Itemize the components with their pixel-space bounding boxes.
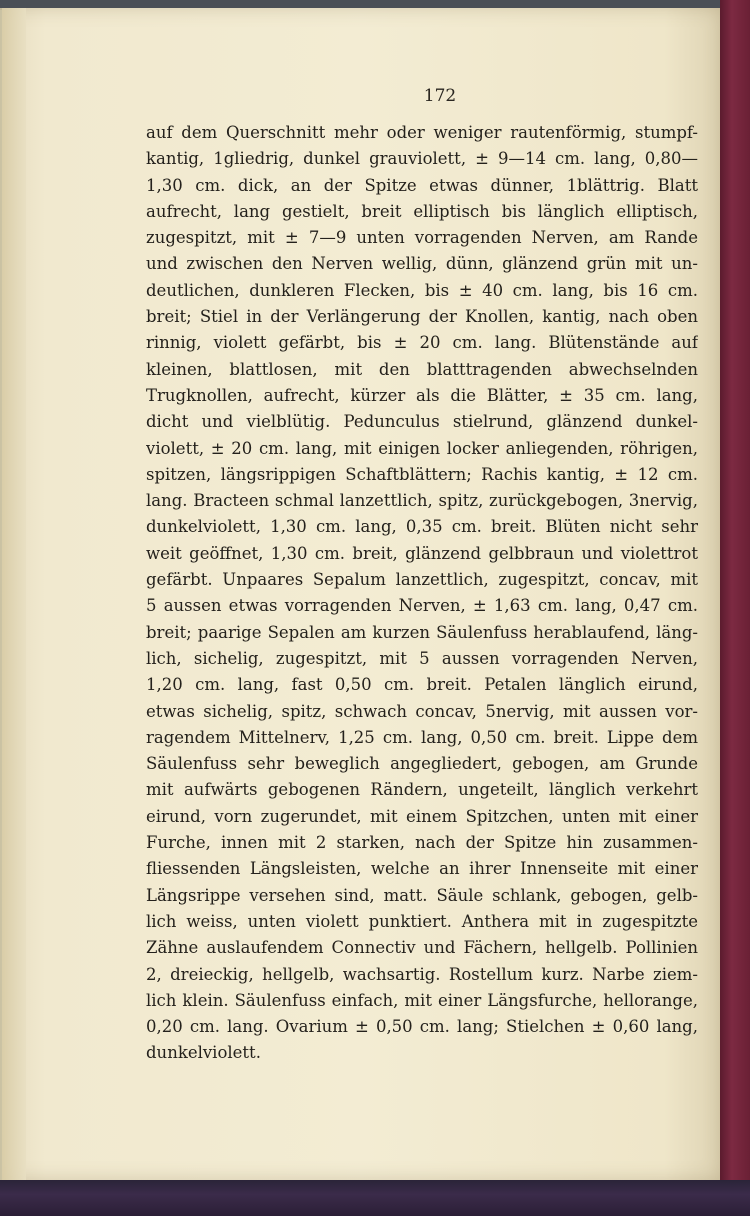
text-line: ragendem Mittelnerv, 1,25 cm. lang, 0,50 cm. breit. Lippe dem	[146, 727, 698, 747]
text-line: violett, ± 20 cm. lang, mit einigen locker anliegenden, röhrigen,	[146, 438, 698, 458]
text-line: Längsrippe versehen sind, matt. Säule schlank, gebogen, gelb-	[146, 885, 698, 905]
text-line: lang. Bracteen schmal lanzettlich, spitz, zurückgebogen, 3nervig,	[146, 491, 698, 511]
book-cover-bottom	[0, 1180, 750, 1216]
text-line: 1,20 cm. lang, fast 0,50 cm. breit. Petalen länglich eirund,	[146, 675, 698, 695]
text-line: mit aufwärts gebogenen Rändern, ungeteilt, länglich verkehrt	[146, 780, 698, 800]
text-line: lich weiss, unten violett punktiert. Anthera mit in zugespitzte	[146, 911, 698, 931]
text-line: kantig, 1gliedrig, dunkel grauviolett, ± 9—14 cm. lang, 0,80—	[146, 149, 698, 169]
text-line: Furche, innen mit 2 starken, nach der Spitze hin zusammen-	[146, 833, 698, 853]
text-line: 5 aussen etwas vorragenden Nerven, ± 1,63 cm. lang, 0,47 cm.	[146, 596, 698, 616]
text-line: kleinen, blattlosen, mit den blatttragenden abwechselnden	[146, 359, 698, 379]
text-line: dicht und vielblütig. Pedunculus stielrund, glänzend dunkel-	[146, 412, 698, 432]
text-line: Trugknollen, aufrecht, kürzer als die Blätter, ± 35 cm. lang,	[146, 385, 698, 405]
text-line: rinnig, violett gefärbt, bis ± 20 cm. lang. Blütenstände auf	[146, 333, 698, 353]
text-line: und zwischen den Nerven wellig, dünn, glänzend grün mit un-	[146, 254, 698, 274]
page-number: 172	[423, 86, 457, 106]
text-line: 2, dreieckig, hellgelb, wachsartig. Rostellum kurz. Narbe ziem-	[146, 964, 698, 984]
text-line: breit; paarige Sepalen am kurzen Säulenfuss herablaufend, läng-	[146, 622, 698, 642]
text-line: Zähne auslaufendem Connectiv und Fächern, hellgelb. Pollinien	[146, 938, 698, 958]
text-line: lich, sichelig, zugespitzt, mit 5 aussen vorragenden Nerven,	[146, 648, 698, 668]
text-line: fliessenden Längsleisten, welche an ihrer Innenseite mit einer	[146, 859, 698, 879]
text-line: eirund, vorn zugerundet, mit einem Spitzchen, unten mit einer	[146, 806, 698, 826]
text-line: 1,30 cm. dick, an der Spitze etwas dünner, 1blättrig. Blatt	[146, 175, 698, 195]
page-gutter	[0, 8, 26, 1180]
text-line: weit geöffnet, 1,30 cm. breit, glänzend gelbbraun und violettrot	[146, 543, 698, 563]
text-line: 0,20 cm. lang. Ovarium ± 0,50 cm. lang; Stielchen ± 0,60 lang,	[146, 1017, 698, 1037]
text-line: breit; Stiel in der Verlängerung der Knollen, kantig, nach oben	[146, 307, 698, 327]
body-text	[146, 120, 698, 1067]
text-line: spitzen, längsrippigen Schaftblättern; Rachis kantig, ± 12 cm.	[146, 464, 698, 484]
text-line: dunkelviolett.	[146, 1043, 261, 1063]
text-line: auf dem Querschnitt mehr oder weniger rautenförmig, stumpf-	[146, 123, 698, 142]
text-line: dunkelviolett, 1,30 cm. lang, 0,35 cm. breit. Blüten nicht sehr	[146, 517, 698, 537]
book-cover-right	[720, 0, 750, 1180]
text-line: lich klein. Säulenfuss einfach, mit einer Längsfurche, hellorange,	[146, 990, 698, 1010]
text-line: gefärbt. Unpaares Sepalum lanzettlich, zugespitzt, concav, mit	[146, 570, 698, 590]
text-line: zugespitzt, mit ± 7—9 unten vorragenden Nerven, am Rande	[146, 228, 698, 248]
text-line: aufrecht, lang gestielt, breit elliptisch bis länglich elliptisch,	[146, 201, 698, 221]
text-line: Säulenfuss sehr beweglich angegliedert, gebogen, am Grunde	[146, 754, 698, 774]
text-line: etwas sichelig, spitz, schwach concav, 5nervig, mit aussen vor-	[146, 701, 698, 721]
text-line: deutlichen, dunkleren Flecken, bis ± 40 cm. lang, bis 16 cm.	[146, 280, 698, 300]
